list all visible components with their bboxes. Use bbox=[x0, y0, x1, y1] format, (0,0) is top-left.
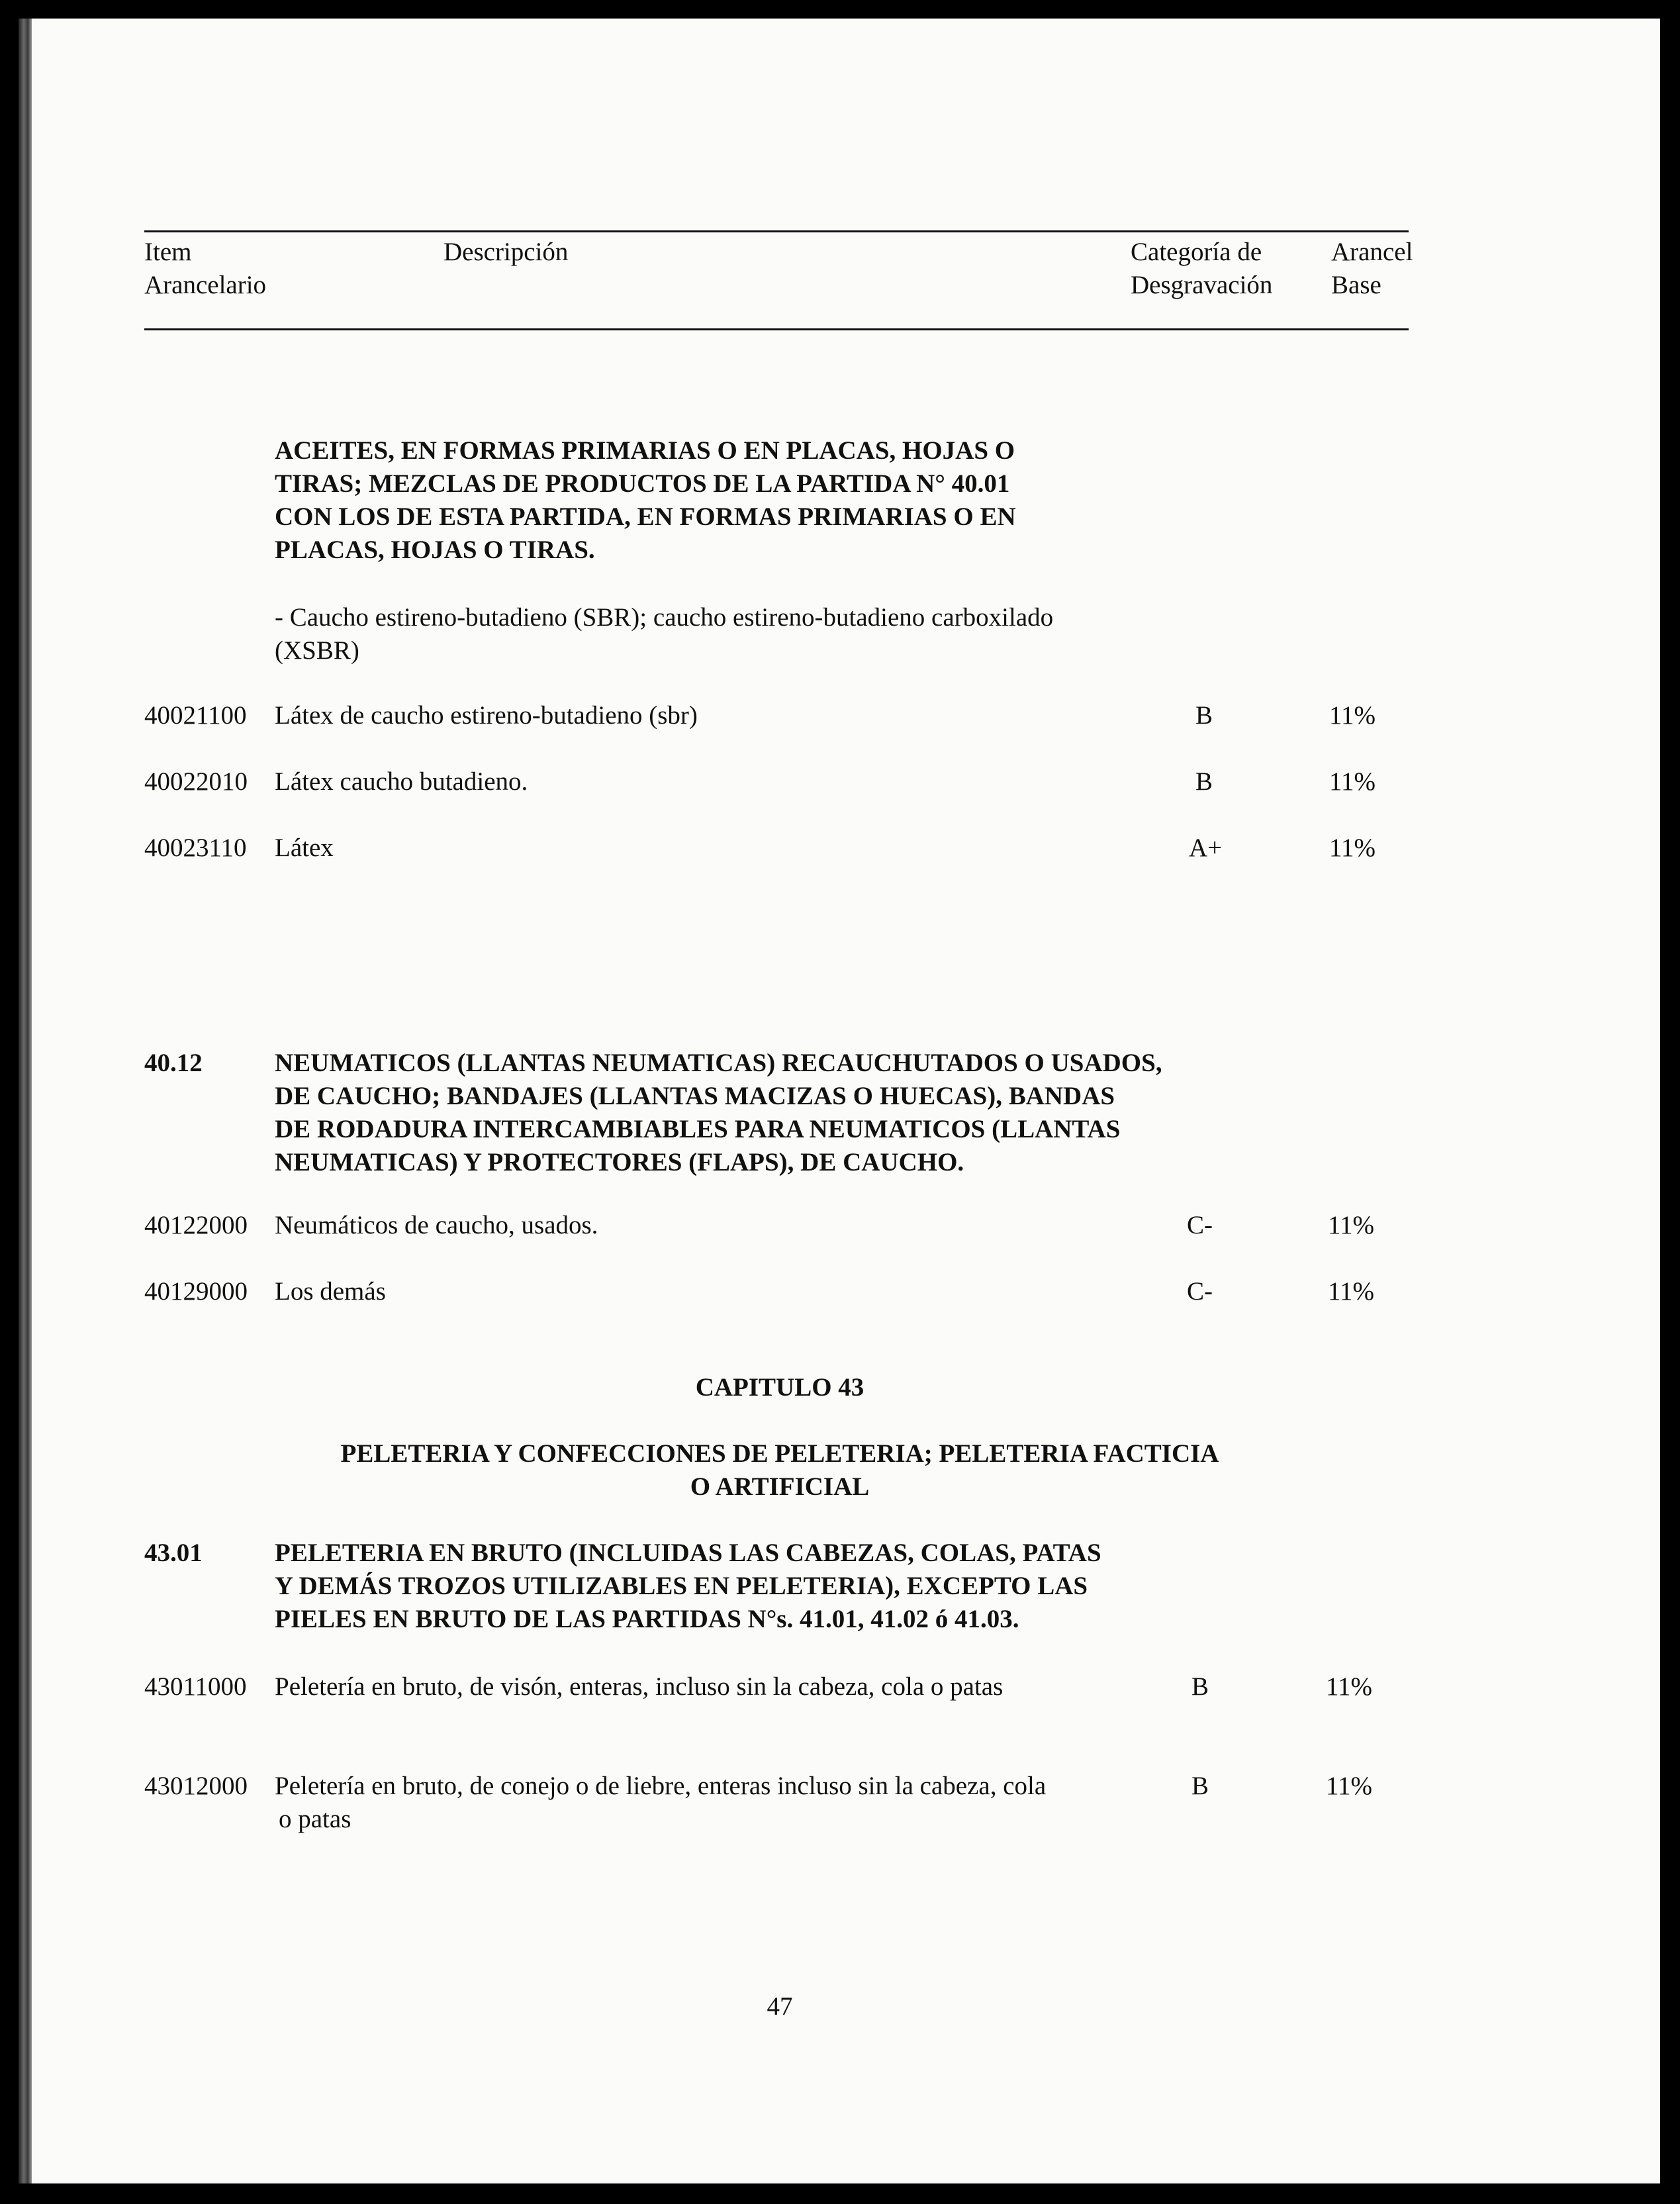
section-heading-line: ACEITES, EN FORMAS PRIMARIAS O EN PLACAS, HOJAS O bbox=[275, 436, 1015, 465]
binding-edge bbox=[19, 19, 32, 2183]
section-heading-line: DE RODADURA INTERCAMBIABLES PARA NEUMATICOS (LLANTAS bbox=[275, 1115, 1121, 1143]
header-category-label-2: Desgravación bbox=[1131, 271, 1273, 299]
header-item-label-1: Item bbox=[144, 238, 192, 266]
chapter-subtitle-line: PELETERIA Y CONFECCIONES DE PELETERIA; PELETERIA FACTICIA bbox=[340, 1439, 1219, 1468]
section-code: 43.01 bbox=[144, 1539, 203, 1567]
item-code: 43011000 bbox=[144, 1672, 247, 1701]
item-code: 40122000 bbox=[144, 1211, 248, 1239]
subheading-line: (XSBR) bbox=[275, 636, 359, 665]
item-category: B bbox=[1195, 701, 1213, 730]
subheading-line: - Caucho estireno-butadieno (SBR); caucho estireno-butadieno carboxilado bbox=[275, 603, 1054, 632]
section-heading-line: PIELES EN BRUTO DE LAS PARTIDAS N°s. 41.01, 41.02 ó 41.03. bbox=[275, 1605, 1019, 1633]
page-number: 47 bbox=[767, 1992, 793, 2021]
header-tariff-label-1: Arancel bbox=[1331, 238, 1413, 266]
item-category: B bbox=[1191, 1772, 1209, 1800]
item-description: Látex de caucho estireno-butadieno (sbr) bbox=[275, 701, 698, 730]
item-tariff: 11% bbox=[1328, 1277, 1375, 1306]
item-tariff: 11% bbox=[1326, 1672, 1373, 1701]
header-tariff-label-2: Base bbox=[1331, 271, 1381, 299]
header-item-label-2: Arancelario bbox=[144, 271, 267, 299]
item-tariff: 11% bbox=[1329, 767, 1376, 796]
chapter-subtitle-line: O ARTIFICIAL bbox=[690, 1472, 870, 1501]
item-category: B bbox=[1195, 767, 1213, 796]
item-tariff: 11% bbox=[1326, 1772, 1373, 1800]
chapter-title: CAPITULO 43 bbox=[695, 1373, 864, 1402]
section-heading-line: PLACAS, HOJAS O TIRAS. bbox=[275, 536, 595, 564]
section-heading-line: DE CAUCHO; BANDAJES (LLANTAS MACIZAS O HUECAS), BANDAS bbox=[275, 1082, 1115, 1110]
item-code: 43012000 bbox=[144, 1772, 248, 1800]
header-bottom-rule bbox=[144, 328, 1409, 330]
item-tariff: 11% bbox=[1329, 701, 1376, 730]
section-heading-line: NEUMATICAS) Y PROTECTORES (FLAPS), DE CAUCHO. bbox=[275, 1148, 964, 1176]
section-heading-line: NEUMATICOS (LLANTAS NEUMATICAS) RECAUCHUTADOS O USADOS, bbox=[275, 1049, 1162, 1077]
section-heading-line: PELETERIA EN BRUTO (INCLUIDAS LAS CABEZAS, COLAS, PATAS bbox=[275, 1539, 1101, 1567]
item-code: 40022010 bbox=[144, 767, 248, 796]
header-top-rule bbox=[144, 230, 1409, 232]
item-description: Los demás bbox=[275, 1277, 386, 1306]
item-description: Peletería en bruto, de visón, enteras, incluso sin la cabeza, cola o patas bbox=[275, 1672, 1003, 1701]
item-description: Peletería en bruto, de conejo o de liebre, enteras incluso sin la cabeza, cola bbox=[275, 1772, 1047, 1800]
section-code: 40.12 bbox=[144, 1049, 203, 1077]
item-tariff: 11% bbox=[1328, 1211, 1375, 1239]
item-code: 40129000 bbox=[144, 1277, 248, 1306]
item-tariff: 11% bbox=[1329, 834, 1376, 862]
item-description: Látex bbox=[275, 834, 334, 862]
section-heading-line: TIRAS; MEZCLAS DE PRODUCTOS DE LA PARTIDA N° 40.01 bbox=[275, 469, 1010, 498]
item-code: 40021100 bbox=[144, 701, 247, 730]
document-page bbox=[19, 19, 1660, 2183]
section-heading-line: Y DEMÁS TROZOS UTILIZABLES EN PELETERIA), EXCEPTO LAS bbox=[275, 1572, 1088, 1600]
section-heading-line: CON LOS DE ESTA PARTIDA, EN FORMAS PRIMARIAS O EN bbox=[275, 503, 1016, 531]
item-category: B bbox=[1191, 1672, 1209, 1701]
header-description-label: Descripción bbox=[443, 238, 569, 266]
item-category: C- bbox=[1187, 1211, 1213, 1239]
item-description: Látex caucho butadieno. bbox=[275, 767, 528, 796]
item-category: C- bbox=[1187, 1277, 1213, 1306]
item-description: Neumáticos de caucho, usados. bbox=[275, 1211, 598, 1239]
header-category-label-1: Categoría de bbox=[1131, 238, 1262, 266]
item-category: A+ bbox=[1189, 834, 1223, 862]
item-code: 40023110 bbox=[144, 834, 247, 862]
item-description-continued: o patas bbox=[279, 1805, 351, 1833]
